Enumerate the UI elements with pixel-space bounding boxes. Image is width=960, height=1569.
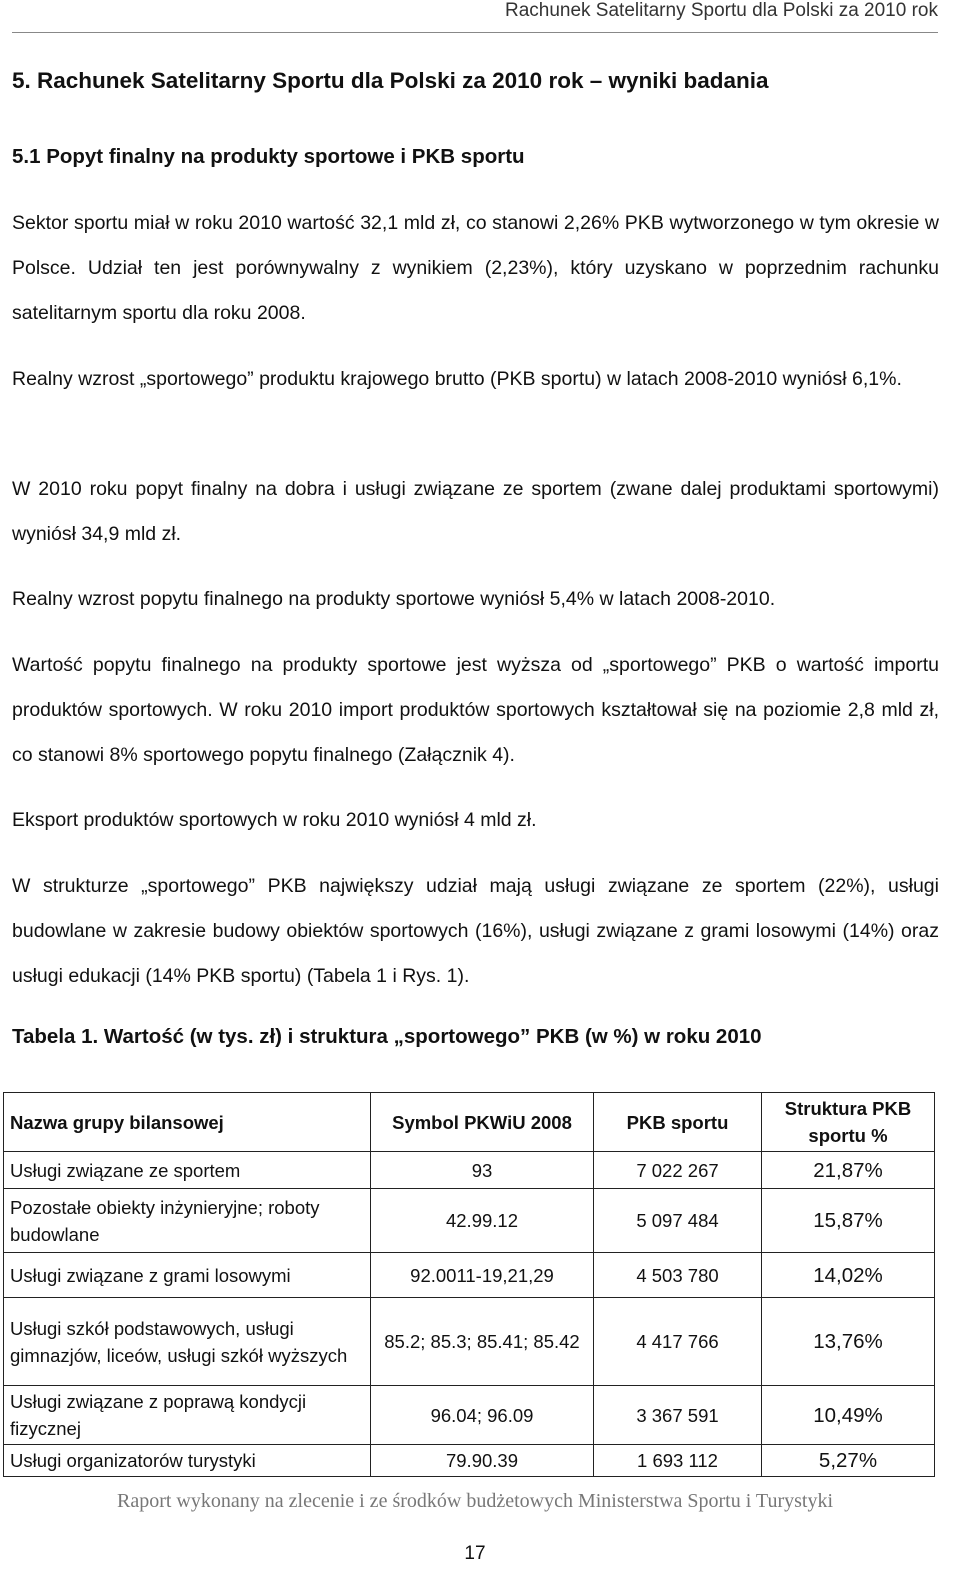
header-symbol: Symbol PKWiU 2008 <box>371 1093 594 1152</box>
cell-symbol: 42.99.12 <box>371 1189 594 1253</box>
table-row <box>4 1386 935 1445</box>
cell-share: 14,02% <box>762 1253 935 1298</box>
paragraph-sector-value: Sektor sportu miał w roku 2010 wartość 32,1 mld zł, co stanowi 2,26% PKB wytworzonego w tym okresie w Polsce. Udział ten jest porównywalny z wynikiem (2,23%), który uzyskano w poprzednim rachunku satelitarnym sportu dla roku 2008. <box>12 212 939 324</box>
cell-pkb: 5 097 484 <box>594 1189 762 1253</box>
paragraph-pkb-structure: W strukturze „sportowego” PKB największy udział mają usługi związane ze sportem (22%), usługi budowlane w zakresie budowy obiektów sportowych (16%), usługi związane z grami losowymi (14%) oraz usługi edukacji (14% PKB sportu) (Tabela 1 i Rys. 1). <box>12 875 939 987</box>
paragraph-demand-growth: Realny wzrost popytu finalnego na produkty sportowe wyniósł 5,4% w latach 2008-2010. <box>12 588 776 610</box>
cell-name: Usługi szkół podstawowych, usługi gimnazjów, liceów, usługi szkół wyższych <box>4 1298 371 1386</box>
cell-pkb: 4 503 780 <box>594 1253 762 1298</box>
paragraph-real-growth-pkb: Realny wzrost „sportowego” produktu krajowego brutto (PKB sportu) w latach 2008-2010 wyniósł 6,1%. <box>12 368 902 390</box>
table-row <box>4 1253 935 1298</box>
cell-symbol: 96.04; 96.09 <box>371 1386 594 1445</box>
cell-symbol: 92.0011-19,21,29 <box>371 1253 594 1298</box>
paragraph-import: Wartość popytu finalnego na produkty sportowe jest wyższa od „sportowego” PKB o wartość importu produktów sportowych. W roku 2010 import produktów sportowych kształtował się na poziomie 2,8 mld zł, co stanowi 8% sportowego popytu finalnego (Załącznik 4). <box>12 654 939 766</box>
cell-share: 5,27% <box>762 1445 935 1477</box>
cell-pkb: 7 022 267 <box>594 1152 762 1189</box>
header-name: Nazwa grupy bilansowej <box>4 1093 371 1152</box>
cell-share: 15,87% <box>762 1189 935 1253</box>
cell-share: 10,49% <box>762 1386 935 1445</box>
cell-share: 21,87% <box>762 1152 935 1189</box>
cell-name: Usługi związane z grami losowymi <box>4 1253 371 1298</box>
cell-name: Usługi organizatorów turystyki <box>4 1445 371 1477</box>
cell-pkb: 3 367 591 <box>594 1386 762 1445</box>
paragraph-export: Eksport produktów sportowych w roku 2010 wyniósł 4 mld zł. <box>12 809 537 831</box>
pkb-structure-table <box>3 1092 935 1477</box>
header-divider <box>12 32 938 33</box>
cell-name: Pozostałe obiekty inżynieryjne; roboty budowlane <box>4 1189 371 1253</box>
paragraph-final-demand: W 2010 roku popyt finalny na dobra i usługi związane ze sportem (zwane dalej produktami sportowymi) wyniósł 34,9 mld zł. <box>12 478 939 545</box>
section-heading: 5. Rachunek Satelitarny Sportu dla Polski za 2010 rok – wyniki badania <box>12 68 769 93</box>
cell-name: Usługi związane z poprawą kondycji fizycznej <box>4 1386 371 1445</box>
running-header: Rachunek Satelitarny Sportu dla Polski za 2010 rok <box>504 0 938 21</box>
page-number: 17 <box>464 1543 486 1564</box>
table-header-row <box>4 1093 935 1152</box>
subsection-heading: 5.1 Popyt finalny na produkty sportowe i PKB sportu <box>12 145 525 168</box>
footer-note: Raport wykonany na zlecenie i ze środków budżetowych Ministerstwa Sportu i Turystyki <box>117 1490 833 1512</box>
cell-symbol: 85.2; 85.3; 85.41; 85.42 <box>371 1298 594 1386</box>
table-row <box>4 1189 935 1253</box>
cell-pkb: 1 693 112 <box>594 1445 762 1477</box>
cell-share: 13,76% <box>762 1298 935 1386</box>
header-pkb: PKB sportu <box>594 1093 762 1152</box>
header-share: Struktura PKB sportu % <box>762 1093 935 1152</box>
table-row <box>4 1445 935 1477</box>
table-caption: Tabela 1. Wartość (w tys. zł) i struktura „sportowego” PKB (w %) w roku 2010 <box>12 1025 762 1048</box>
cell-symbol: 93 <box>371 1152 594 1189</box>
cell-name: Usługi związane ze sportem <box>4 1152 371 1189</box>
table-row <box>4 1152 935 1189</box>
cell-pkb: 4 417 766 <box>594 1298 762 1386</box>
table-row <box>4 1298 935 1386</box>
cell-symbol: 79.90.39 <box>371 1445 594 1477</box>
